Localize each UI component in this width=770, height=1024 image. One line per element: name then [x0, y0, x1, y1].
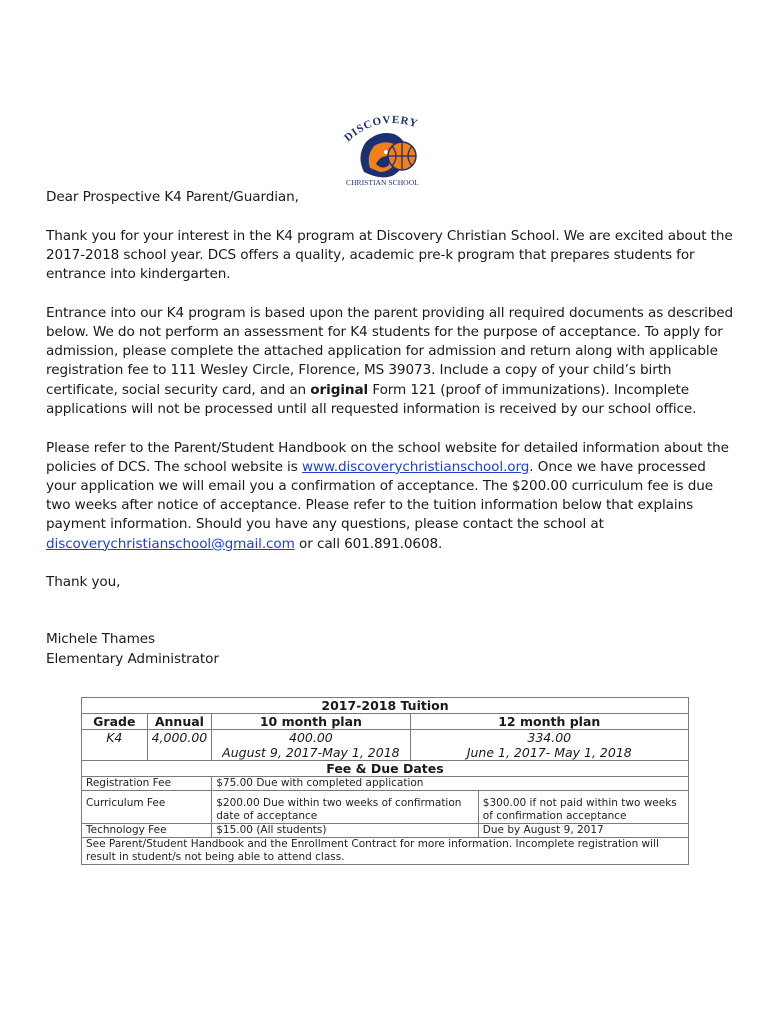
ten-month-dates: August 9, 2017-May 1, 2018 [222, 745, 400, 760]
logo-top-text: DISCOVERY [342, 113, 420, 145]
handbook-text-middle: . Once we have processed your application we will email you a confirmation of acceptance. The $200.00 curriculum fee is due two weeks after notice of acceptance. Please refer to the tuition information below that explains payment information. Should you have any questions, please contact the school at [46, 458, 714, 533]
registration-label: Registration Fee [82, 777, 212, 791]
table-row [82, 777, 689, 791]
table-row [82, 730, 689, 761]
technology-desc: $15.00 (All students) [212, 824, 479, 838]
fees-title: Fee & Due Dates [82, 761, 689, 777]
admission-text-start: Entrance into our K4 program is based upon the parent providing all required documents as described below. We do not perform an assessment for K4 students for the purpose of acceptance. To apply for admission, please complete the attached application for admission and return along with applicable registration fee to 111 Wesley Circle, Florence, MS 39073. Include a copy of your child’s birth certificate, social security card, and an [46, 304, 734, 398]
original-emphasis: original [310, 381, 369, 398]
cell-10-month [212, 730, 410, 761]
col-header-10-month: 10 month plan [212, 714, 410, 730]
tuition-title: 2017-2018 Tuition [82, 698, 689, 714]
registration-desc: $75.00 Due with completed application [212, 777, 689, 791]
email-link[interactable]: discoverychristianschool@gmail.com [46, 535, 295, 552]
website-link[interactable]: www.discoverychristianschool.org [301, 458, 530, 475]
letter-body [46, 188, 736, 669]
curriculum-late: $300.00 if not paid within two weeks of confirmation acceptance [478, 791, 688, 824]
basketball-icon [388, 142, 416, 170]
signer-name: Michele Thames [46, 631, 155, 648]
tuition-table [81, 697, 689, 865]
technology-due: Due by August 9, 2017 [478, 824, 688, 838]
col-header-12-month: 12 month plan [410, 714, 688, 730]
salutation: Dear Prospective K4 Parent/Guardian, [46, 189, 299, 205]
handbook-text-end: or call 601.891.0608. [294, 535, 443, 552]
table-row [82, 791, 689, 824]
twelve-month-amount: 334.00 [527, 730, 572, 745]
col-header-annual: Annual [147, 714, 212, 730]
cell-annual: 4,000.00 [147, 730, 212, 761]
admission-text-end: Form 121 (proof of immunizations). Incomplete applications will not be processed until all requested information is received by our school office. [46, 381, 697, 417]
table-row [82, 824, 689, 838]
table-note: See Parent/Student Handbook and the Enrollment Contract for more information. Incomplete registration will result in student/s not being able to attend class. [82, 838, 689, 865]
paragraph-handbook [46, 439, 736, 554]
signer-title: Elementary Administrator [46, 650, 219, 667]
paragraph-intro: Thank you for your interest in the K4 program at Discovery Christian School. We are excited about the 2017-2018 school year. DCS offers a quality, academic pre-k program that prepares students for entrance into kindergarten. [46, 227, 733, 283]
curriculum-desc: $200.00 Due within two weeks of confirmation date of acceptance [212, 791, 479, 824]
closing: Thank you, [46, 574, 121, 591]
technology-label: Technology Fee [82, 824, 212, 838]
school-logo [336, 112, 432, 188]
handbook-text-start: Please refer to the Parent/Student Handbook on the school website for detailed information about the policies of DCS. The school website is [46, 439, 729, 475]
cell-12-month [410, 730, 688, 761]
ten-month-amount: 400.00 [289, 730, 333, 745]
logo-bottom-text: CHRISTIAN SCHOOL [346, 178, 419, 187]
cell-grade: K4 [82, 730, 148, 761]
paragraph-admission [46, 304, 736, 419]
twelve-month-dates: June 1, 2017- May 1, 2018 [466, 745, 632, 760]
curriculum-label: Curriculum Fee [82, 791, 212, 824]
col-header-grade: Grade [82, 714, 148, 730]
